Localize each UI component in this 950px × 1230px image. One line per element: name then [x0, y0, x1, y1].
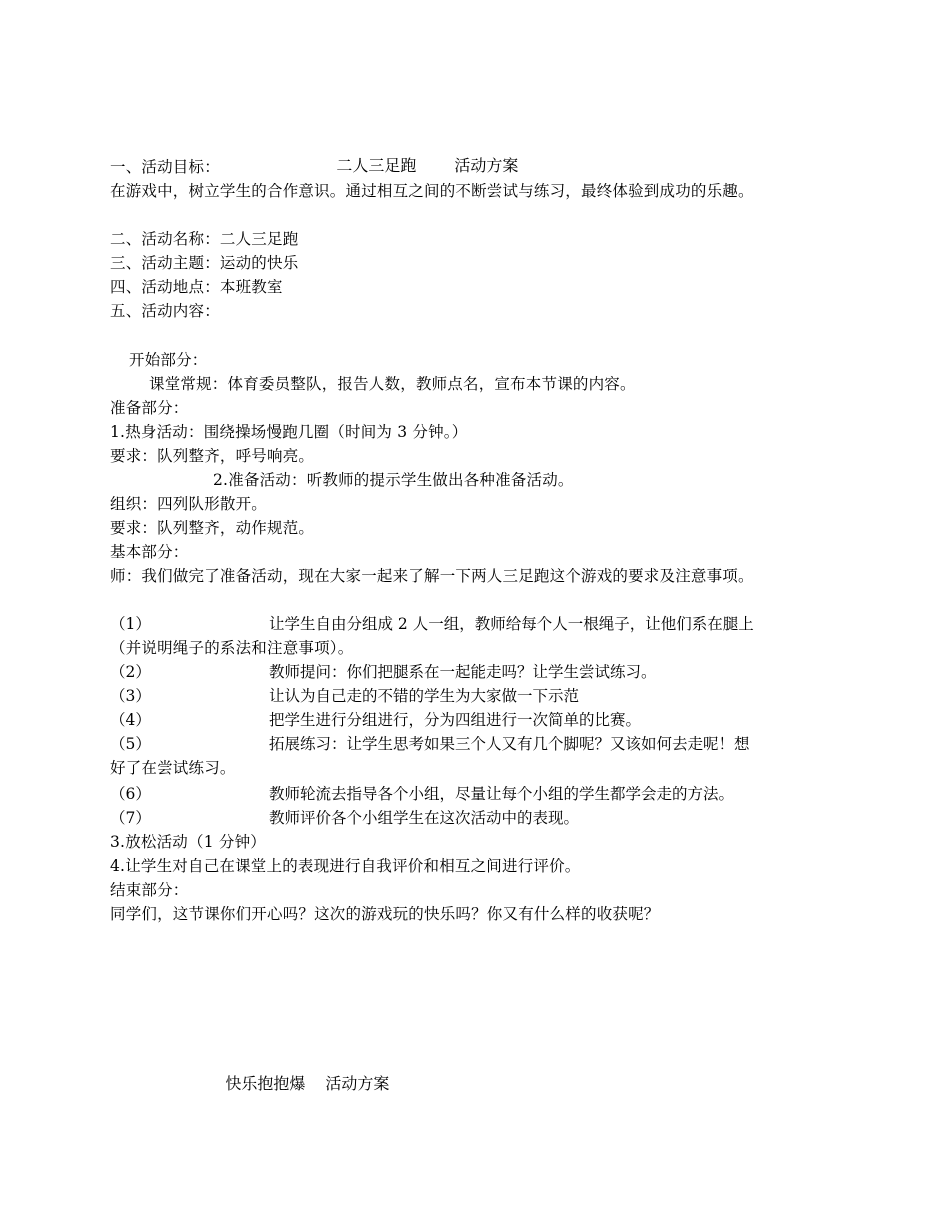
goal-heading: 一、活动目标：: [110, 158, 220, 176]
step-text: 教师评价各个小组学生在这次活动中的表现。: [269, 809, 580, 827]
step-text: 拓展练习：让学生思考如果三个人又有几个脚呢？又该如何去走呢！想: [269, 735, 750, 753]
second-document-title: [205, 1048, 389, 1120]
step-text: 教师轮流去指导各个小组，尽量让每个小组的学生都学会走的方法。: [269, 785, 735, 803]
activity-place: 四、活动地点：本班教室: [110, 278, 283, 296]
step-number: （5）: [110, 735, 151, 753]
start-heading: 开始部分：: [129, 351, 208, 369]
prep-requirement-2: 要求：队列整齐，动作规范。: [110, 519, 315, 537]
relax-activity: 3.放松活动（1 分钟）: [110, 833, 266, 851]
prep-requirement-1: 要求：队列整齐，呼号响亮。: [110, 447, 315, 465]
prep-heading: 准备部分：: [110, 399, 189, 417]
step-continuation: 好了在尝试练习。: [110, 759, 236, 777]
end-heading: 结束部分：: [110, 881, 189, 899]
step-number: （7）: [110, 809, 151, 827]
step-number: （4）: [110, 711, 151, 729]
end-text: 同学们，这节课你们开心吗？这次的游戏玩的快乐吗？你又有什么样的收获呢？: [110, 905, 660, 923]
basic-intro: 师：我们做完了准备活动，现在大家一起来了解一下两人三足跑这个游戏的要求及注意事项。: [110, 567, 754, 585]
step-text: 教师提问：你们把腿系在一起能走吗？让学生尝试练习。: [269, 663, 657, 681]
step-continuation: （并说明绳子的系法和注意事项）。: [110, 639, 354, 657]
prep-warmup: 1.热身活动：围绕操场慢跑几圈（时间为 3 分钟。）: [110, 423, 468, 441]
title-main: 快乐抱抱爆: [225, 1074, 306, 1093]
content-heading: 五、活动内容：: [110, 302, 220, 320]
step-text: 让学生自由分组成 2 人一组，教师给每个人一根绳子，让他们系在腿上: [269, 615, 754, 633]
basic-heading: 基本部分：: [110, 543, 189, 561]
evaluation-activity: 4.让学生对自己在课堂上的表现进行自我评价和相互之间进行评价。: [110, 857, 581, 875]
prep-activity-2: 2.准备活动：听教师的提示学生做出各种准备活动。: [213, 471, 574, 489]
step-number: （1）: [110, 615, 151, 633]
title-suffix: 活动方案: [454, 156, 519, 175]
step-text: 把学生进行分组进行，分为四组进行一次简单的比赛。: [269, 711, 642, 729]
activity-name: 二、活动名称：二人三足跑: [110, 230, 299, 248]
title-suffix: 活动方案: [325, 1074, 390, 1093]
activity-theme: 三、活动主题：运动的快乐: [110, 254, 299, 272]
prep-organization: 组织：四列队形散开。: [110, 495, 268, 513]
goal-text: 在游戏中，树立学生的合作意识。通过相互之间的不断尝试与练习，最终体验到成功的乐趣。: [110, 182, 754, 200]
step-number: （3）: [110, 687, 151, 705]
step-number: （2）: [110, 663, 151, 681]
title-main: 二人三足跑: [336, 156, 417, 175]
step-text: 让认为自己走的不错的学生为大家做一下示范: [269, 687, 580, 705]
step-number: （6）: [110, 785, 151, 803]
start-routine: 课堂常规：体育委员整队，报告人数，教师点名，宣布本节课的内容。: [149, 375, 636, 393]
